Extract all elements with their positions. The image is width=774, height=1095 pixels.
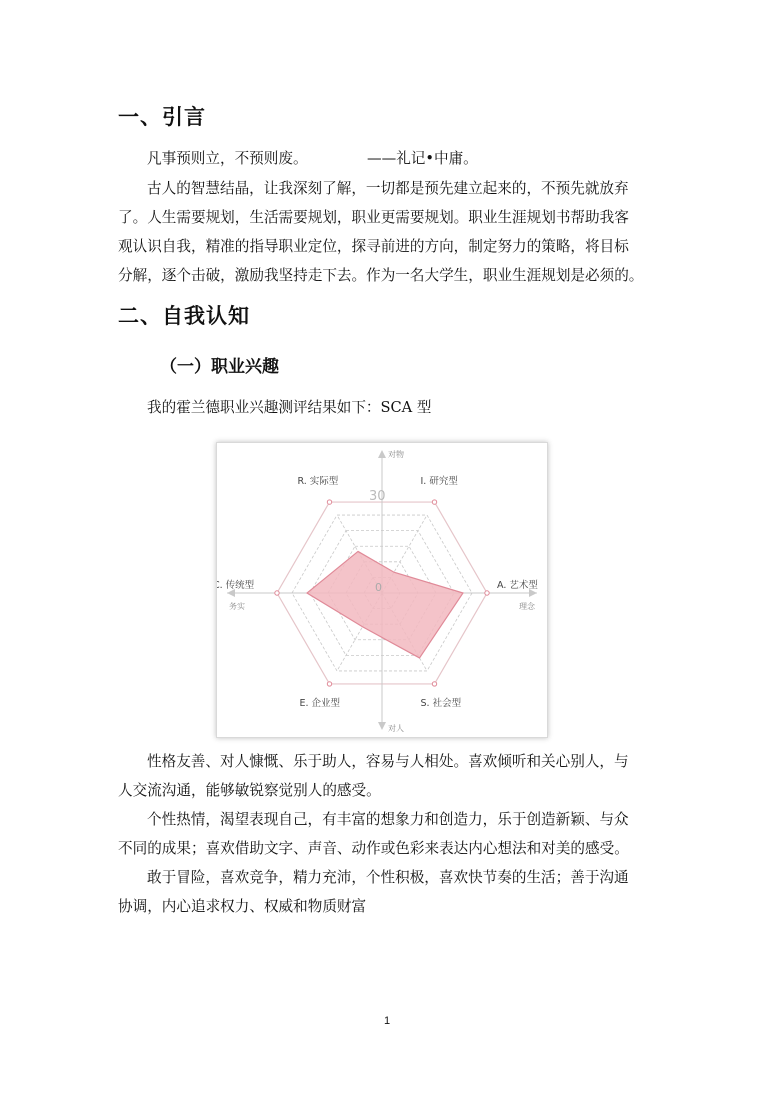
subsection-heading-interest: （一）职业兴趣 bbox=[160, 357, 279, 377]
result-line: 我的霍兰德职业兴趣测评结果如下：SCA 型 bbox=[147, 399, 432, 416]
scale-label-min: 0 bbox=[375, 581, 382, 594]
intro-paragraph-line: 了。人生需要规划，生活需要规划，职业更需要规划。职业生涯规划书帮助我客 bbox=[118, 209, 629, 226]
intro-paragraph-line: 古人的智慧结晶，让我深刻了解，一切都是预先建立起来的，不预先就放弃 bbox=[147, 180, 629, 197]
description-line: 性格友善、对人慷慨、乐于助人，容易与人相处。喜欢倾听和关心别人，与 bbox=[147, 753, 629, 770]
radar-chart bbox=[217, 443, 547, 737]
description-line: 个性热情，渴望表现自己，有丰富的想象力和创造力，乐于创造新颖、与众 bbox=[147, 811, 629, 828]
radar-vertex-marker bbox=[485, 591, 489, 595]
quote-text: 凡事预则立，不预则废。 bbox=[147, 150, 308, 167]
radar-vertex-marker bbox=[275, 591, 279, 595]
section-heading-intro: 一、引言 bbox=[118, 105, 206, 129]
scale-label-max: 30 bbox=[369, 489, 386, 504]
radar-vertex-marker bbox=[432, 682, 436, 686]
intro-paragraph-line: 分解，逐个击破，激励我坚持走下去。作为一名大学生，职业生涯规划是必须的。 bbox=[118, 267, 644, 284]
radar-vertex-marker bbox=[432, 500, 436, 504]
radar-category-label: I. 研究型 bbox=[420, 476, 458, 488]
radar-category-label: E. 企业型 bbox=[299, 697, 341, 709]
radar-category-label: A. 艺术型 bbox=[497, 580, 538, 591]
description-line: 不同的成果；喜欢借助文字、声音、动作或色彩来表达内心想法和对美的感受。 bbox=[118, 840, 629, 857]
radar-category-label: R. 实际型 bbox=[297, 476, 339, 488]
radar-chart-figure bbox=[216, 442, 548, 738]
radar-category-label: S. 社会型 bbox=[420, 697, 462, 709]
axis-arrow-top bbox=[378, 450, 386, 458]
intro-paragraph-line: 观认识自我，精准的指导职业定位，探寻前进的方向，制定努力的策略，将目标 bbox=[118, 238, 629, 255]
radar-vertex-marker bbox=[327, 682, 331, 686]
radar-data-area bbox=[307, 551, 463, 658]
radar-category-label: C. 传统型 bbox=[217, 580, 255, 591]
axis-label-right: 理念 bbox=[519, 602, 535, 611]
section-heading-self: 二、自我认知 bbox=[118, 304, 250, 328]
radar-vertex-marker bbox=[327, 500, 331, 504]
axis-label-bottom: 对人 bbox=[388, 724, 404, 733]
description-line: 人交流沟通，能够敏锐察觉别人的感受。 bbox=[118, 782, 381, 799]
page-number: 1 bbox=[383, 1015, 391, 1027]
axis-arrow-bottom bbox=[378, 722, 386, 730]
description-line: 敢于冒险，喜欢竞争，精力充沛，个性积极，喜欢快节奏的生活；善于沟通 bbox=[147, 869, 629, 886]
axis-label-top: 对物 bbox=[388, 450, 404, 459]
axis-label-left: 务实 bbox=[229, 602, 245, 611]
description-line: 协调，内心追求权力、权威和物质财富 bbox=[118, 898, 367, 915]
quote-source: ——礼记•中庸。 bbox=[367, 150, 478, 167]
